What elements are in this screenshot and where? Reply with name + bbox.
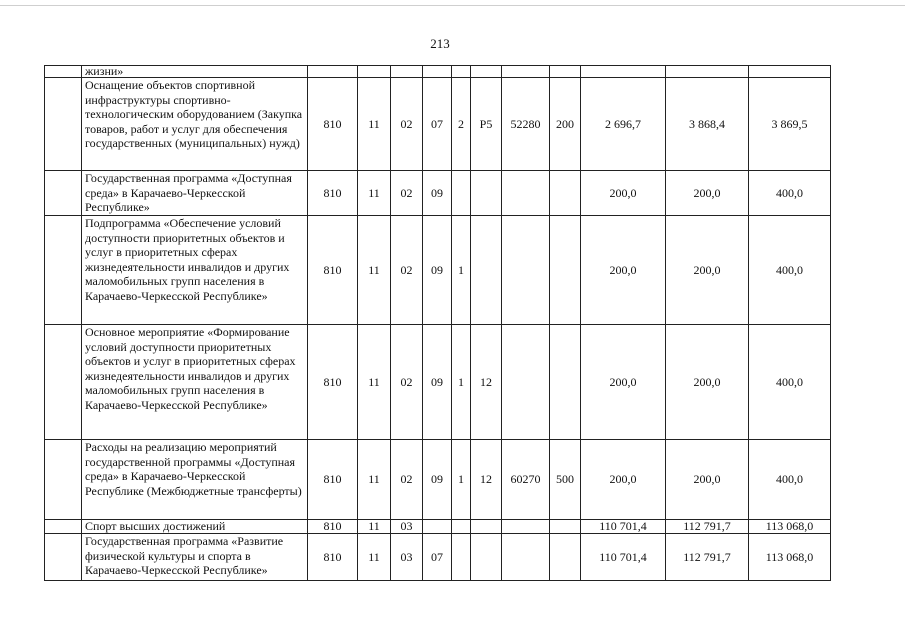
- row-name-cell: жизни»: [82, 66, 308, 78]
- row-name-cell: Основное мероприятие «Формирование условий доступности приоритетных объектов и услуг в приоритетных сферах жизнедеятельности инвалидов и других маломобильных групп населения в Карачаево-Черкесской Республике»: [82, 325, 308, 440]
- amount-year1-cell: 200,0: [581, 216, 666, 325]
- expense-type-cell: [550, 216, 581, 325]
- amount-year3-cell: 400,0: [749, 171, 831, 216]
- subprogram-cell: [452, 66, 471, 78]
- subprogram-cell: [452, 534, 471, 581]
- section-cell: 11: [358, 171, 391, 216]
- amount-year2-cell: 200,0: [666, 325, 749, 440]
- direction-cell: [502, 171, 550, 216]
- subsection-cell: [391, 66, 423, 78]
- top-border-line: [0, 5, 905, 6]
- subprogram-cell: [452, 520, 471, 534]
- amount-year2-cell: 112 791,7: [666, 520, 749, 534]
- section-cell: 11: [358, 520, 391, 534]
- ministry-code-cell: 810: [308, 325, 358, 440]
- section-cell: 11: [358, 325, 391, 440]
- expense-type-cell: 500: [550, 440, 581, 520]
- row-name-cell: Спорт высших достижений: [82, 520, 308, 534]
- expense-type-cell: [550, 534, 581, 581]
- row-blank-cell: [45, 216, 82, 325]
- direction-cell: [502, 216, 550, 325]
- row-blank-cell: [45, 325, 82, 440]
- row-blank-cell: [45, 440, 82, 520]
- budget-table: [44, 65, 831, 581]
- event-cell: [471, 216, 502, 325]
- event-cell: [471, 66, 502, 78]
- section-cell: 11: [358, 78, 391, 171]
- direction-cell: [502, 325, 550, 440]
- amount-year1-cell: [581, 66, 666, 78]
- section-cell: 11: [358, 534, 391, 581]
- subsection-cell: 02: [391, 325, 423, 440]
- row-blank-cell: [45, 534, 82, 581]
- section-cell: 11: [358, 216, 391, 325]
- table-row: [45, 216, 831, 325]
- amount-year1-cell: 200,0: [581, 440, 666, 520]
- direction-cell: 52280: [502, 78, 550, 171]
- table-row: [45, 78, 831, 171]
- ministry-code-cell: 810: [308, 216, 358, 325]
- ministry-code-cell: 810: [308, 520, 358, 534]
- expense-type-cell: [550, 325, 581, 440]
- row-name-cell: Государственная программа «Развитие физической культуры и спорта в Карачаево-Черкесской Республике»: [82, 534, 308, 581]
- subprogram-cell: 2: [452, 78, 471, 171]
- amount-year3-cell: 400,0: [749, 325, 831, 440]
- row-name-cell: Расходы на реализацию мероприятий государственной программы «Доступная среда» в Карачаево-Черкесской Республике (Межбюджетные трансферты): [82, 440, 308, 520]
- amount-year1-cell: 200,0: [581, 325, 666, 440]
- program-cell: 09: [423, 171, 452, 216]
- amount-year2-cell: 112 791,7: [666, 534, 749, 581]
- amount-year2-cell: 200,0: [666, 171, 749, 216]
- subprogram-cell: 1: [452, 325, 471, 440]
- event-cell: 12: [471, 325, 502, 440]
- expense-type-cell: [550, 520, 581, 534]
- table-row: [45, 325, 831, 440]
- row-blank-cell: [45, 520, 82, 534]
- table-row: [45, 440, 831, 520]
- subsection-cell: 03: [391, 534, 423, 581]
- subsection-cell: 02: [391, 216, 423, 325]
- expense-type-cell: [550, 171, 581, 216]
- subprogram-cell: 1: [452, 216, 471, 325]
- amount-year1-cell: 110 701,4: [581, 520, 666, 534]
- table-row: [45, 534, 831, 581]
- page-number: 213: [430, 36, 450, 51]
- program-cell: 09: [423, 325, 452, 440]
- direction-cell: [502, 66, 550, 78]
- ministry-code-cell: 810: [308, 171, 358, 216]
- event-cell: [471, 520, 502, 534]
- direction-cell: [502, 534, 550, 581]
- subsection-cell: 02: [391, 78, 423, 171]
- amount-year1-cell: 110 701,4: [581, 534, 666, 581]
- amount-year3-cell: 400,0: [749, 440, 831, 520]
- event-cell: [471, 534, 502, 581]
- subsection-cell: 02: [391, 440, 423, 520]
- direction-cell: [502, 520, 550, 534]
- row-name-cell: Государственная программа «Доступная среда» в Карачаево-Черкесской Республике»: [82, 171, 308, 216]
- section-cell: [358, 66, 391, 78]
- direction-cell: 60270: [502, 440, 550, 520]
- program-cell: 09: [423, 440, 452, 520]
- amount-year3-cell: [749, 66, 831, 78]
- row-blank-cell: [45, 171, 82, 216]
- amount-year3-cell: 3 869,5: [749, 78, 831, 171]
- amount-year1-cell: 2 696,7: [581, 78, 666, 171]
- amount-year2-cell: 200,0: [666, 440, 749, 520]
- program-cell: 09: [423, 216, 452, 325]
- amount-year2-cell: [666, 66, 749, 78]
- table-row: [45, 66, 831, 78]
- amount-year2-cell: 3 868,4: [666, 78, 749, 171]
- program-cell: [423, 520, 452, 534]
- row-name-cell: Оснащение объектов спортивной инфраструктуры спортивно-технологическим оборудованием (Закупка товаров, работ и услуг для обеспечения государственных (муниципальных) нужд): [82, 78, 308, 171]
- section-cell: 11: [358, 440, 391, 520]
- ministry-code-cell: 810: [308, 78, 358, 171]
- subsection-cell: 02: [391, 171, 423, 216]
- amount-year1-cell: 200,0: [581, 171, 666, 216]
- amount-year3-cell: 400,0: [749, 216, 831, 325]
- ministry-code-cell: [308, 66, 358, 78]
- row-blank-cell: [45, 66, 82, 78]
- ministry-code-cell: 810: [308, 534, 358, 581]
- expense-type-cell: [550, 66, 581, 78]
- event-cell: [471, 171, 502, 216]
- amount-year3-cell: 113 068,0: [749, 520, 831, 534]
- amount-year2-cell: 200,0: [666, 216, 749, 325]
- ministry-code-cell: 810: [308, 440, 358, 520]
- event-cell: 12: [471, 440, 502, 520]
- subsection-cell: 03: [391, 520, 423, 534]
- subprogram-cell: [452, 171, 471, 216]
- table-row: [45, 520, 831, 534]
- event-cell: P5: [471, 78, 502, 171]
- expense-type-cell: 200: [550, 78, 581, 171]
- row-blank-cell: [45, 78, 82, 171]
- program-cell: 07: [423, 78, 452, 171]
- subprogram-cell: 1: [452, 440, 471, 520]
- row-name-cell: Подпрограмма «Обеспечение условий доступности приоритетных объектов и услуг в приоритетных сферах жизнедеятельности инвалидов и других маломобильных групп населения в Карачаево-Черкесской Республике»: [82, 216, 308, 325]
- amount-year3-cell: 113 068,0: [749, 534, 831, 581]
- program-cell: 07: [423, 534, 452, 581]
- table-row: [45, 171, 831, 216]
- program-cell: [423, 66, 452, 78]
